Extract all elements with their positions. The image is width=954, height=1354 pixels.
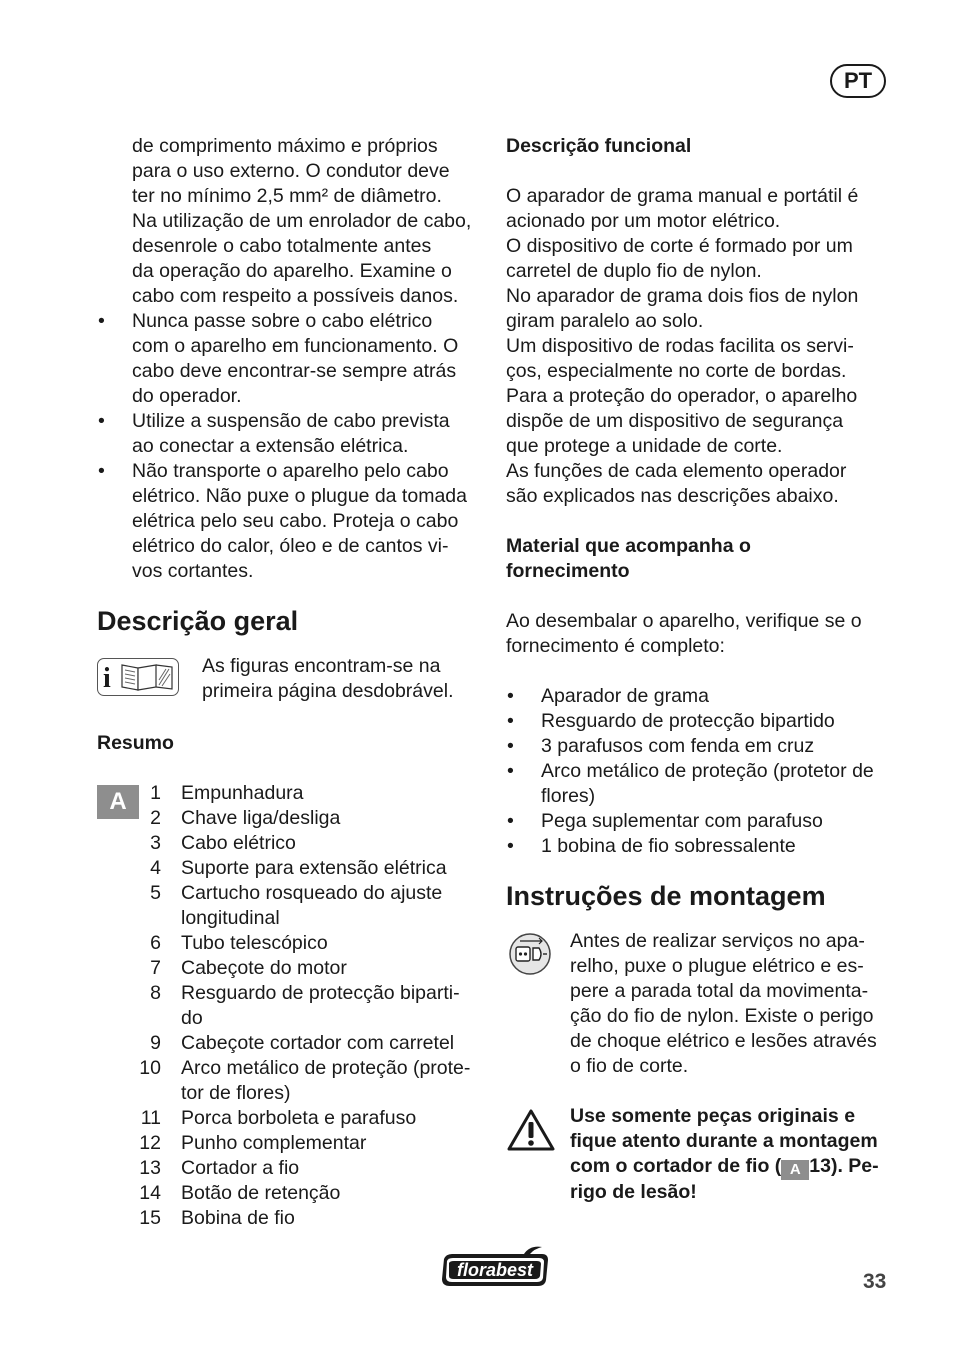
text-line: cabo com respeito a possíveis danos. xyxy=(132,285,459,307)
text-line: com o cortador de fio ( A 13). Pe- xyxy=(570,1155,879,1178)
text-line: O aparador de grama manual e portátil é xyxy=(506,185,859,207)
text-line: • Não transporte o aparelho pelo cabo xyxy=(132,460,449,482)
heading-descricao-funcional: Descrição funcional xyxy=(506,135,692,157)
text-line: rigo de lesão! xyxy=(570,1181,697,1203)
page-number: 33 xyxy=(863,1270,887,1293)
intro-paragraph xyxy=(97,134,487,309)
text-line: • Utilize a suspensão de cabo prevista xyxy=(132,410,450,432)
svg-text:i: i xyxy=(103,663,111,694)
list-item: • 1 bobina de fio sobressalente xyxy=(506,834,896,859)
list-item: 10 Arco metálico de proteção (prote- tor de flores) xyxy=(139,1057,471,1104)
text-line: de choque elétrico e lesões através xyxy=(570,1030,877,1052)
right-column xyxy=(506,134,896,1205)
list-item: 1 Empunhadura xyxy=(150,782,304,804)
warning-note xyxy=(506,1104,896,1205)
unplug-icon xyxy=(508,932,552,976)
text-line: ter no mínimo 2,5 mm² de diâmetro. xyxy=(132,185,442,207)
heading-line: Material que acompanha o xyxy=(506,535,751,557)
svg-text:florabest: florabest xyxy=(456,1260,534,1280)
bullet-item xyxy=(97,459,487,584)
list-item: 13 Cortador a fio xyxy=(139,1157,300,1179)
list-item: • Arco metálico de proteção (protetor de flores) xyxy=(506,759,896,809)
figure-marker-a-inline: A xyxy=(781,1160,809,1180)
list-item: 14 Botão de retenção xyxy=(139,1182,341,1204)
list-item: • Pega suplementar com parafuso xyxy=(506,809,896,834)
text-line: que protege a unidade de corte. xyxy=(506,435,783,457)
heading-instrucoes-montagem: Instruções de montagem xyxy=(506,881,826,911)
heading-resumo: Resumo xyxy=(97,732,174,754)
text-line: elétrica pelo seu cabo. Proteja o cabo xyxy=(132,510,459,532)
info-note xyxy=(97,654,487,704)
text-line: ção do fio de nylon. Existe o perigo xyxy=(570,1005,874,1027)
text-line: da operação do aparelho. Examine o xyxy=(132,260,452,282)
text-line: Um dispositivo de rodas facilita os servi- xyxy=(506,335,854,357)
material-intro xyxy=(506,609,896,659)
list-item: 12 Punho complementar xyxy=(139,1132,367,1154)
text-line: ao conectar a extensão elétrica. xyxy=(132,435,409,457)
text-line: elétrico do calor, óleo e de cantos vi- xyxy=(132,535,449,557)
text-line: No aparador de grama dois fios de nylon xyxy=(506,285,859,307)
text-line: carretel de duplo fio de nylon. xyxy=(506,260,762,282)
left-column xyxy=(97,134,487,1231)
text-line: elétrico. Não puxe o plugue da tomada xyxy=(132,485,467,507)
text-line: Antes de realizar serviços no apa- xyxy=(570,930,865,952)
bullet-item xyxy=(97,409,487,459)
text-line: As figuras encontram-se na xyxy=(202,655,441,677)
list-item: 6 Tubo telescópico xyxy=(150,932,328,954)
warning-triangle-icon xyxy=(506,1108,556,1152)
text-line: Use somente peças originais e xyxy=(570,1105,856,1127)
text-line: primeira página desdobrável. xyxy=(202,680,454,702)
florabest-logo xyxy=(438,1245,552,1289)
info-book-icon xyxy=(97,658,179,696)
heading-material xyxy=(506,534,896,584)
bullet-item xyxy=(97,309,487,409)
text-line: Ao desembalar o aparelho, verifique se o xyxy=(506,610,862,632)
text-line: pere a parada total da movimenta- xyxy=(570,980,869,1002)
figure-marker-a: A xyxy=(97,785,139,819)
list-item: • 3 parafusos com fenda em cruz xyxy=(506,734,896,759)
list-item: 9 Cabeçote cortador com carretel xyxy=(150,1032,455,1054)
text-line: cabo deve encontrar-se sempre atrás xyxy=(132,360,457,382)
text-line: acionado por um motor elétrico. xyxy=(506,210,781,232)
list-item: • Resguardo de protecção bipartido xyxy=(506,709,896,734)
text-line: são explicados nas descrições abaixo. xyxy=(506,485,839,507)
material-list xyxy=(506,684,896,859)
funcional-paragraph xyxy=(506,184,896,509)
text-line: Para a proteção do operador, o aparelho xyxy=(506,385,858,407)
list-item: • Aparador de grama xyxy=(506,684,896,709)
text-line: desenrole o cabo totalmente antes xyxy=(132,235,432,257)
heading-line: fornecimento xyxy=(506,560,630,582)
text-line: do operador. xyxy=(132,385,242,407)
text-line: fornecimento é completo: xyxy=(506,635,725,657)
text-line: o fio de corte. xyxy=(570,1055,689,1077)
text-line: para o uso externo. O condutor deve xyxy=(132,160,450,182)
list-item: 7 Cabeçote do motor xyxy=(150,957,347,979)
parts-list xyxy=(97,781,487,1231)
text-line: Na utilização de um enrolador de cabo, xyxy=(132,210,472,232)
list-item: 2 Chave liga/desliga xyxy=(150,807,341,829)
heading-descricao-geral: Descrição geral xyxy=(97,606,299,636)
list-item: 15 Bobina de fio xyxy=(139,1207,295,1229)
list-item: 3 Cabo elétrico xyxy=(150,832,296,854)
text-line: dispõe de um dispositivo de segurança xyxy=(506,410,844,432)
list-item: 5 Cartucho rosqueado do ajuste longitudinal xyxy=(150,882,443,929)
text-line: vos cortantes. xyxy=(132,560,254,582)
text-line: • Nunca passe sobre o cabo elétrico xyxy=(132,310,433,332)
text-line: giram paralelo ao solo. xyxy=(506,310,704,332)
text-line: com o aparelho em funcionamento. O xyxy=(132,335,459,357)
list-item: 8 Resguardo de protecção biparti- do xyxy=(150,982,460,1029)
text-line: de comprimento máximo e próprios xyxy=(132,135,438,157)
text-line: O dispositivo de corte é formado por um xyxy=(506,235,853,257)
text-line: relho, puxe o plugue elétrico e es- xyxy=(570,955,864,977)
text-line: ços, especialmente no corte de bordas. xyxy=(506,360,847,382)
text-line: fique atento durante a montagem xyxy=(570,1130,878,1152)
list-item: 11 Porca borboleta e parafuso xyxy=(140,1107,417,1129)
unplug-note xyxy=(506,929,896,1079)
language-badge: PT xyxy=(830,64,886,98)
list-item: 4 Suporte para extensão elétrica xyxy=(150,857,447,879)
text-line: As funções de cada elemento operador xyxy=(506,460,847,482)
